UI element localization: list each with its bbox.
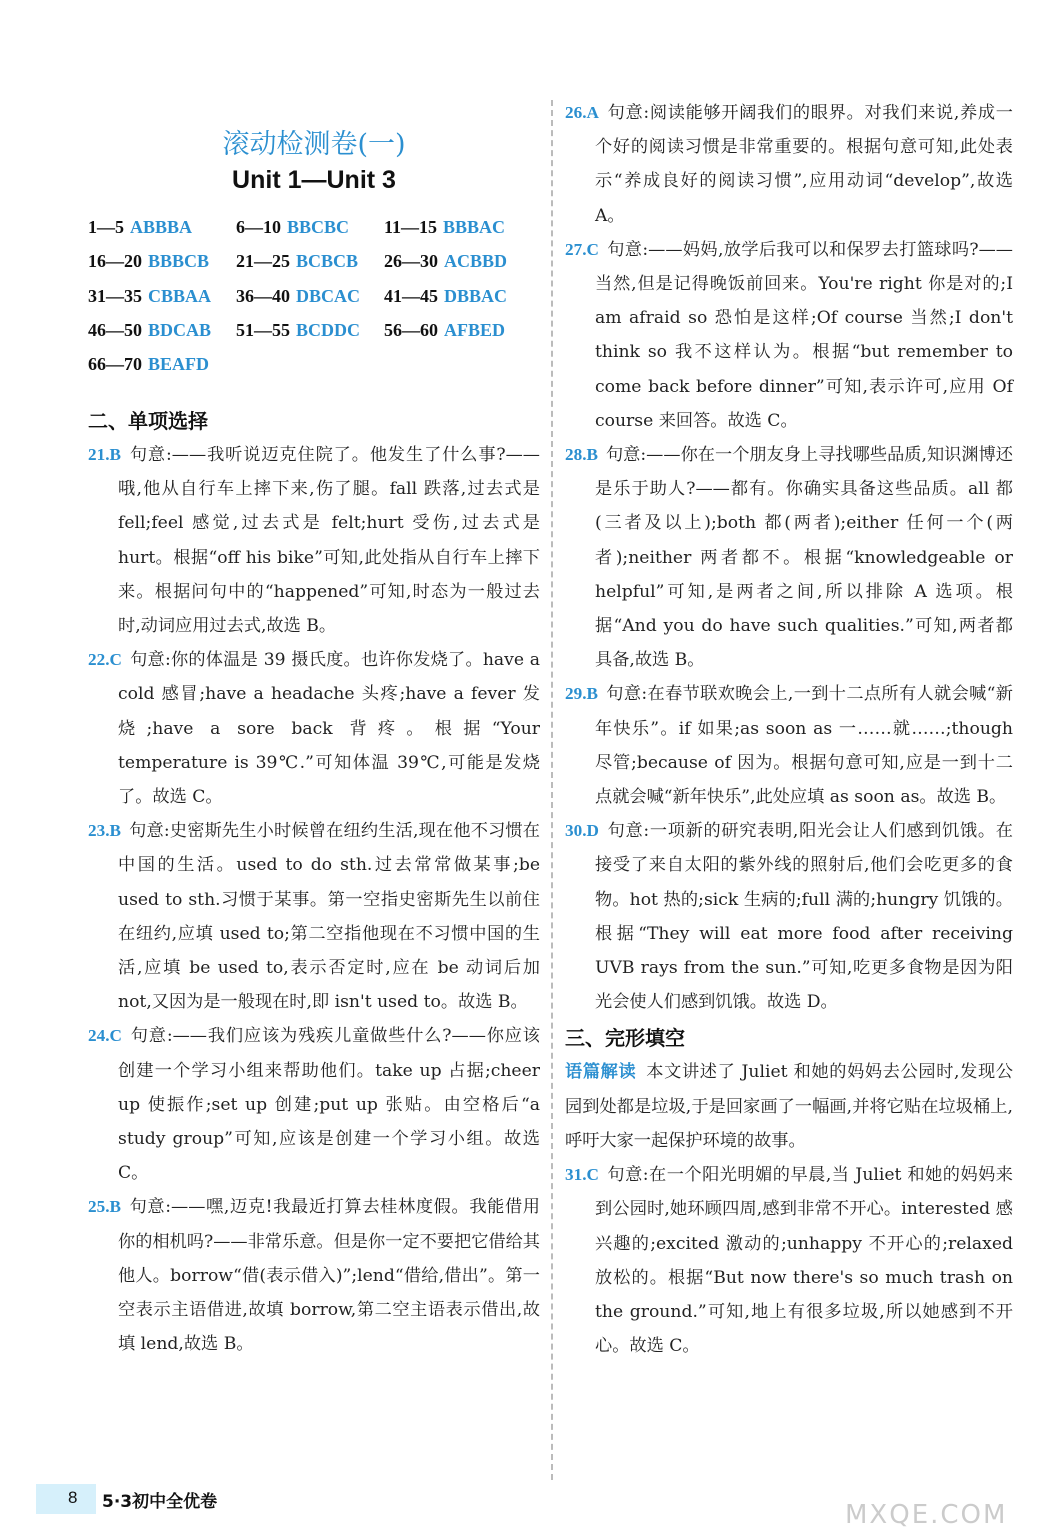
column-divider [551,100,553,1480]
question-explanation: 句意:——我听说迈克住院了。他发生了什么事?——哦,他从自行车上摔下来,伤了腿。fall 跌落,过去式是 fell;feel 感觉,过去式是 felt;hurt 受伤,过去式是 hurt。根据“off his bike”可知,此处指从自行车上摔下来。根据问句中的“happened”可知,时态为一般过去时,动词应用过去式,故选 B。 [118,445,540,637]
answer-group [384,210,532,244]
answer-range: 26—30 [384,251,438,272]
answer-group [236,244,384,278]
answer-group [236,279,384,313]
answer-row [88,244,548,278]
answer-key: BEAFD [148,354,210,375]
page-number: 8 [68,1488,78,1507]
answer-key-table [88,210,548,381]
answer-group [88,244,236,278]
question-list [565,96,1013,1019]
question-item [88,814,540,1019]
question-list [88,438,540,1361]
question-explanation: 句意:在一个阳光明媚的早晨,当 Juliet 和她的妈妈来到公园时,她环顾四周,感到非常不开心。interested 感兴趣的;excited 激动的;unhappy 不开心的;relaxed 放松的。根据“But now there's so much trash on the ground.”可知,地上有很多垃圾,所以她感到不开心。故选 C。 [595,1165,1013,1357]
test-title: 滚动检测卷(一) [222,129,406,160]
question-explanation: 句意:——我们应该为残疾儿童做些什么?——你应该创建一个学习小组来帮助他们。take up 占据;cheer up 使振作;set up 创建;put up 张贴。由空格后“a study group”可知,应该是创建一个学习小组。故选 C。 [118,1026,540,1184]
answer-key: ACBBD [444,251,508,272]
answer-group [236,210,384,244]
answer-key: CBBAA [148,285,212,306]
question-explanation: 句意:你的体温是 39 摄氏度。也许你发烧了。have a cold 感冒;have a headache 头疼;have a fever 发烧;have a sore back 背疼。根据“Your temperature is 39℃.”可知体温 39℃,可能是发烧了。故选 C。 [118,650,540,808]
answer-group [236,313,384,347]
question-number: 26.A [565,103,599,122]
passage-summary [565,1055,1013,1158]
answer-row [88,279,548,313]
question-number: 31.C [565,1165,599,1185]
answer-group [384,313,532,347]
section-heading: 二、单项选择 [88,409,208,433]
answer-range: 21—25 [236,251,290,272]
answer-key: BBBCB [148,251,210,272]
question-item [565,438,1013,677]
answer-key: BDCAB [148,319,212,340]
answer-group [384,279,532,313]
answer-range: 36—40 [236,285,290,306]
question-number: 24.C [88,1026,122,1046]
answer-range: 46—50 [88,319,142,340]
answer-range: 66—70 [88,354,142,375]
question-item [88,438,540,643]
page-number-bar [36,1484,96,1514]
question-explanation: 句意:——你在一个朋友身上寻找哪些品质,知识渊博还是乐于助人?——都有。你确实具备这些品质。all 都(三者及以上);both 都(两者);either 任何一个(两者);neither 两者都不。根据“knowledgeable or helpful”可知,是两者之间,所以排除 A 选项。根据“And you do have such qualities.”可知,两者都具备,故选 B。 [595,445,1013,671]
question-number: 23.B [88,821,121,841]
answer-key: ABBBA [130,217,193,237]
question-number: 25.B [88,1197,121,1217]
answer-range: 41—45 [384,285,438,306]
single-choice-section [88,404,540,1361]
question-explanation: 句意:在春节联欢晚会上,一到十二点所有人就会喊“新年快乐”。if 如果;as soon as 一……就……;though 尽管;because of 因为。根据句意可知,应是一到十二点就会喊“新年快乐”,此处应填 as soon as。故选 B。 [595,684,1013,808]
question-item [565,96,1013,233]
answer-range: 6—10 [236,217,281,237]
book-title: 5·3初中全优卷 [102,1492,218,1512]
question-item [88,643,540,814]
answer-range: 16—20 [88,251,142,272]
answer-key: DBCAC [296,285,361,306]
answer-row [88,347,548,381]
answer-key: BBBAC [443,217,506,237]
answer-range: 31—35 [88,285,142,306]
answer-range: 56—60 [384,319,438,340]
answer-key: AFBED [444,319,506,340]
question-item [565,233,1013,438]
answer-row [88,210,548,244]
answer-key: DBBAC [444,285,508,306]
answer-key: BCDDC [296,319,361,340]
answer-key: BCBCB [296,251,359,272]
question-explanation: 句意:一项新的研究表明,阳光会让人们感到饥饿。在接受了来自太阳的紫外线的照射后,他们会吃更多的食物。hot 热的;sick 生病的;full 满的;hungry 饥饿的。根据“They will eat more food after receiving UVB rays from the sun.”可知,吃更多食物是因为阳光会使人们感到饥饿。故选 D。 [595,821,1013,1013]
question-explanation: 句意:阅读能够开阔我们的眼界。对我们来说,养成一个好的阅读习惯是非常重要的。根据句意可知,此处表示“养成良好的阅读习惯”,应用动词“develop”,故选 A。 [595,103,1013,226]
watermark: MXQE.COM [845,1500,1008,1530]
answer-group [88,210,236,244]
answer-key: BBCBC [287,217,350,237]
question-number: 21.B [88,445,121,464]
question-number: 29.B [565,684,598,704]
passage-text: 本文讲述了 Juliet 和她的妈妈去公园时,发现公园到处都是垃圾,于是回家画了一幅画,并将它贴在垃圾桶上,呼吁大家一起保护环境的故事。 [565,1062,1013,1151]
answer-group [88,279,236,313]
passage-tag: 语篇解读 [565,1062,637,1083]
answer-group [88,347,236,381]
answer-group [384,244,532,278]
question-list-right [565,96,1013,1363]
question-explanation: 句意:——妈妈,放学后我可以和保罗去打篮球吗?——当然,但是记得晚饭前回来。You're right 你是对的;I am afraid so 恐怕是这样;Of course 当然;I don't think so 我不这样认为。根据“but remember to come back before dinner”可知,表示许可,应用 Of course 来回答。故选 C。 [595,239,1013,431]
question-number: 30.D [565,821,599,841]
question-item [565,814,1013,1019]
unit-range-title: Unit 1—Unit 3 [232,166,396,194]
answer-range: 51—55 [236,319,290,340]
answer-group [88,313,236,347]
question-number: 28.B [565,445,598,465]
question-item [565,1158,1013,1363]
answer-row [88,313,548,347]
section-heading: 三、完形填空 [565,1026,685,1051]
answer-range: 11—15 [384,217,438,237]
answer-range: 1—5 [88,217,124,237]
question-number: 27.C [565,239,599,259]
question-item [565,677,1013,814]
question-item [88,1190,540,1361]
question-item [88,1019,540,1190]
question-number: 22.C [88,650,122,670]
question-explanation: 句意:史密斯先生小时候曾在纽约生活,现在他不习惯在中国的生活。used to do sth.过去常常做某事;be used to sth.习惯于某事。第一空指史密斯先生以前住在纽约,应填 used to;第二空指他现在不习惯中国的生活,应填 be used to,表示否定时,应在 be 动词后加 not,又因为是一般现在时,即 isn't used to。故选 B。 [118,821,540,1013]
question-explanation: 句意:——嘿,迈克!我最近打算去桂林度假。我能借用你的相机吗?——非常乐意。但是你一定不要把它借给其他人。borrow“借(表示借入)”;lend“借给,借出”。第一空表示主语借进,故填 borrow,第二空主语表示借出,故填 lend,故选 B。 [118,1197,540,1355]
